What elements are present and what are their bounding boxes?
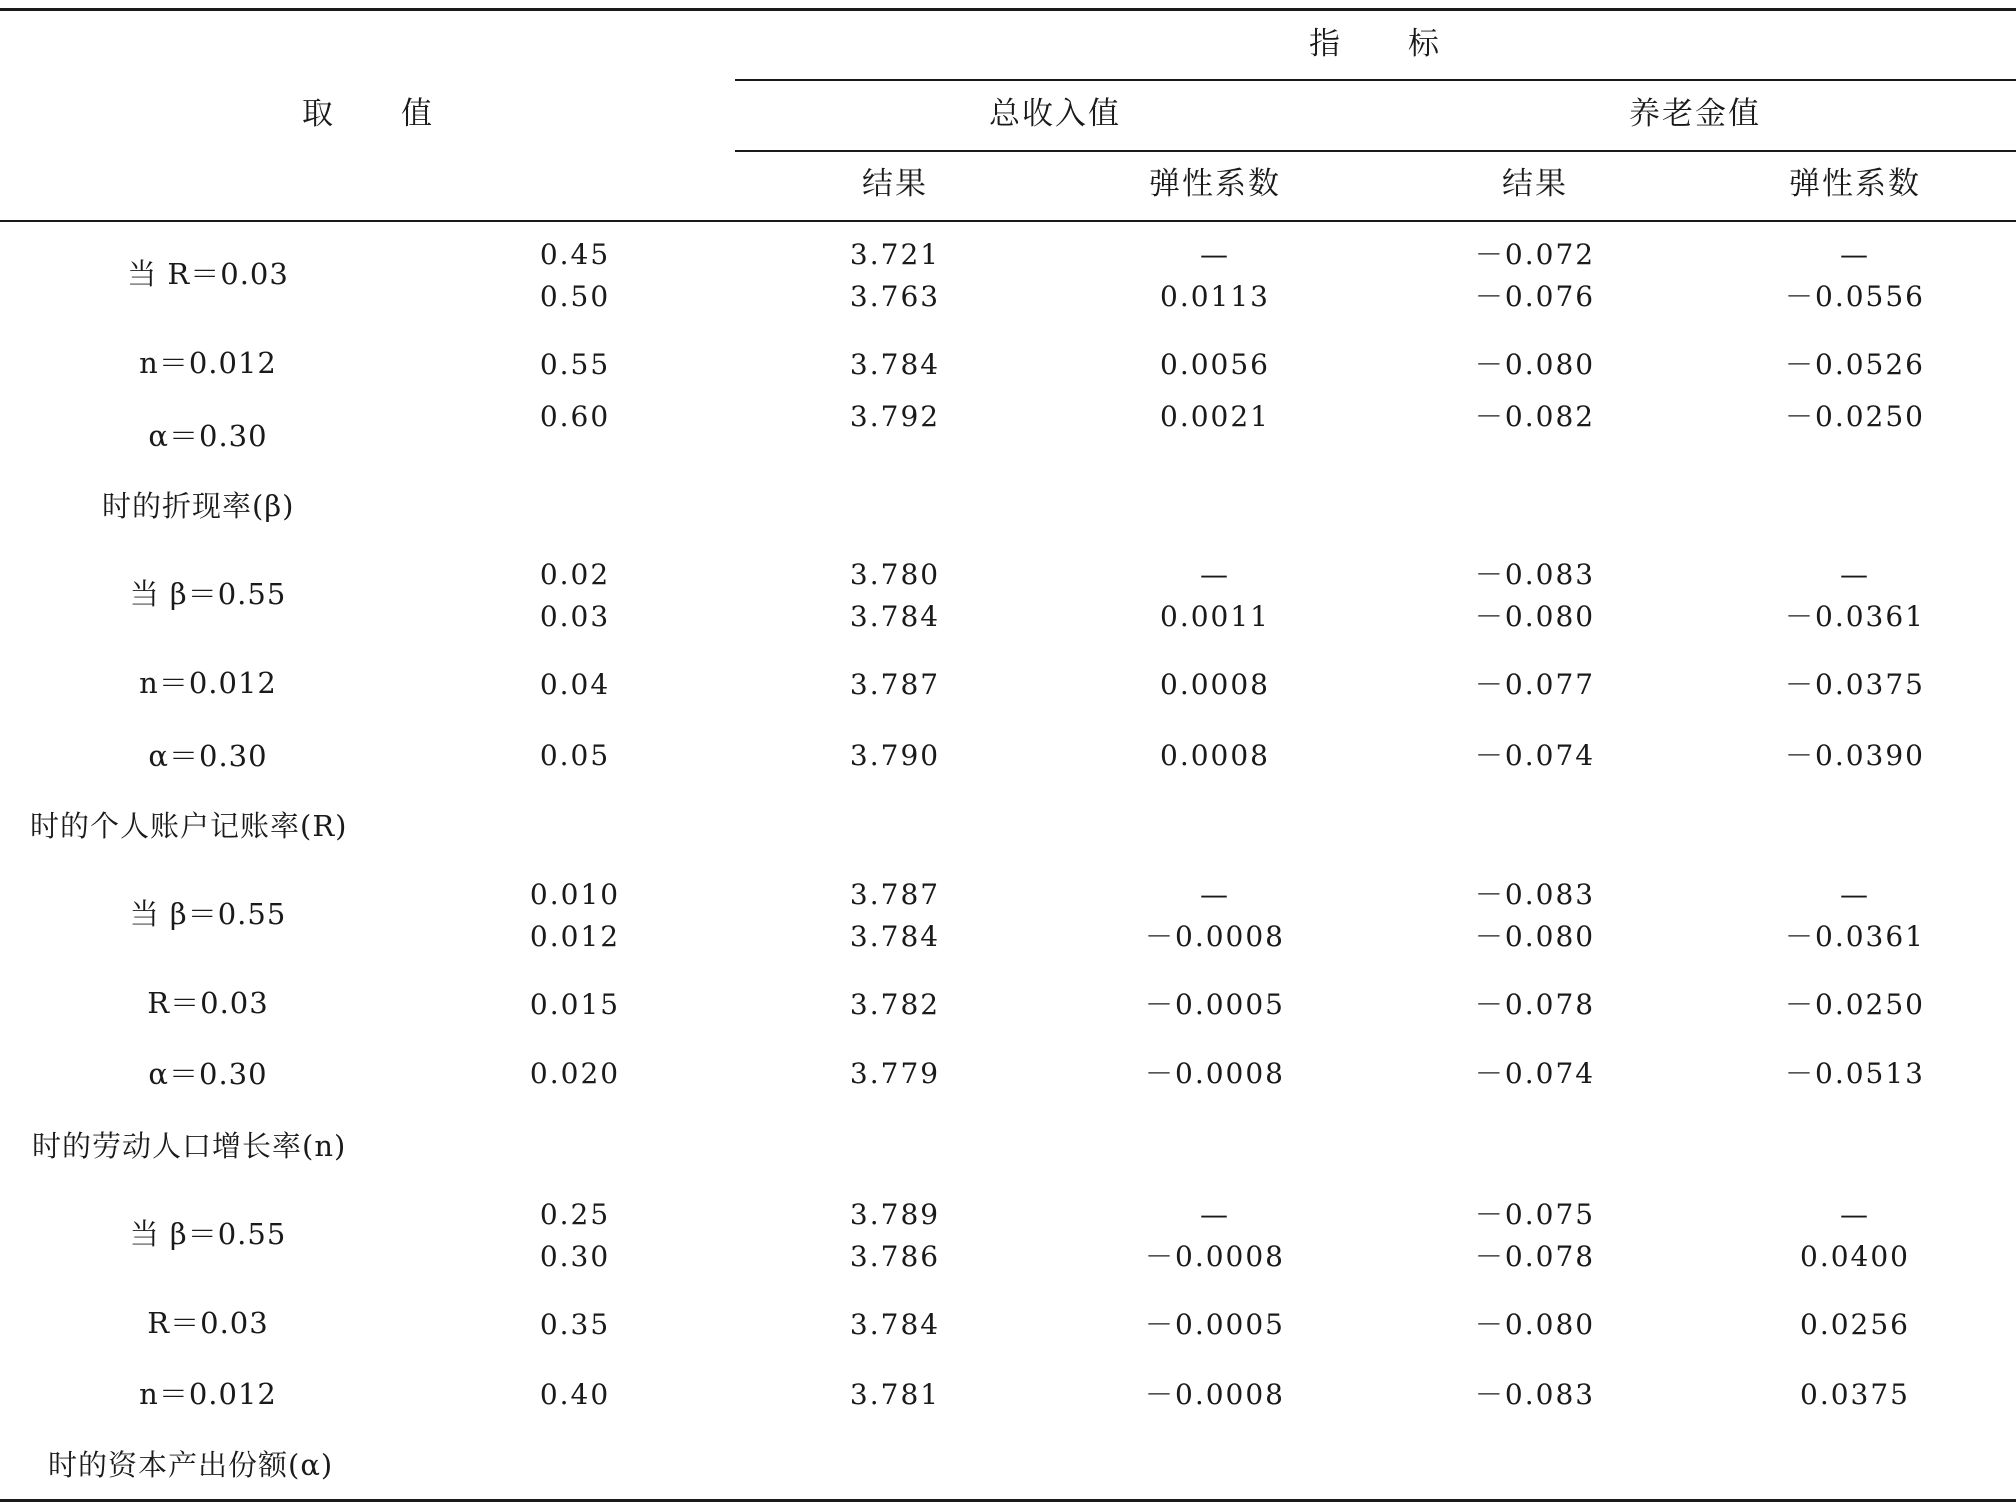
group-3-title: 时的劳动人口增长率(n) [32, 1129, 347, 1163]
group-3-label-1: 当 β＝0.55 [129, 897, 287, 931]
g2-r2-result2: －0.080 [1474, 600, 1596, 633]
g4-r2-result2: －0.078 [1474, 1240, 1596, 1273]
g3-r2-result1: 3.784 [849, 920, 941, 953]
g1-r2-elastic2: －0.0556 [1785, 280, 1925, 313]
bottom-rule [0, 1499, 2016, 1502]
g3-r1-result2: －0.083 [1474, 878, 1596, 911]
g3-r2-elastic1: －0.0008 [1145, 920, 1285, 953]
g3-r3-result1: 3.782 [849, 988, 941, 1021]
g1-r2-result1: 3.763 [849, 280, 941, 313]
header-bottom-rule [0, 220, 2016, 222]
g4-r4-result1: 3.781 [849, 1378, 941, 1411]
header-zhibiao: 指 标 [1309, 26, 1441, 62]
header-rule-2 [735, 150, 2016, 152]
group-1-label-3: α＝0.30 [148, 419, 268, 453]
g2-r1-elastic2: — [1840, 558, 1870, 591]
group-2-label-2: n＝0.012 [139, 666, 277, 700]
g1-r1-elastic1: — [1200, 238, 1230, 271]
g3-r4-result1: 3.779 [849, 1057, 941, 1090]
g3-r1-value: 0.010 [529, 878, 621, 911]
g1-r3-elastic1: 0.0056 [1160, 348, 1270, 381]
g1-r1-value: 0.45 [539, 238, 611, 271]
g4-r4-elastic2: 0.0375 [1800, 1378, 1910, 1411]
g4-r4-value: 0.40 [539, 1378, 611, 1411]
header-yanglaojin: 养老金值 [1629, 96, 1761, 132]
g4-r3-elastic1: －0.0005 [1145, 1308, 1285, 1341]
g4-r3-elastic2: 0.0256 [1800, 1308, 1910, 1341]
g3-r3-result2: －0.078 [1474, 988, 1596, 1021]
g3-r4-result2: －0.074 [1474, 1057, 1596, 1090]
g1-r3-elastic2: －0.0526 [1785, 348, 1925, 381]
g2-r1-elastic1: — [1200, 558, 1230, 591]
g4-r1-elastic2: — [1840, 1198, 1870, 1231]
group-3-label-3: α＝0.30 [148, 1057, 268, 1091]
g4-r1-result2: －0.075 [1474, 1198, 1596, 1231]
g2-r4-elastic1: 0.0008 [1160, 739, 1270, 772]
g4-r1-value: 0.25 [539, 1198, 611, 1231]
g3-r4-elastic1: －0.0008 [1145, 1057, 1285, 1090]
group-4-label-1: 当 β＝0.55 [129, 1217, 287, 1251]
group-2-label-1: 当 β＝0.55 [129, 577, 287, 611]
g4-r1-elastic1: — [1200, 1198, 1230, 1231]
g2-r4-result2: －0.074 [1474, 739, 1596, 772]
header-rule-1 [735, 79, 2016, 81]
g2-r2-value: 0.03 [539, 600, 611, 633]
g2-r1-value: 0.02 [539, 558, 611, 591]
g1-r2-value: 0.50 [539, 280, 611, 313]
g3-r2-result2: －0.080 [1474, 920, 1596, 953]
header-zongshouru: 总收入值 [989, 96, 1121, 132]
g2-r2-elastic2: －0.0361 [1785, 600, 1925, 633]
g4-r2-elastic1: －0.0008 [1145, 1240, 1285, 1273]
group-1-label-2: n＝0.012 [139, 346, 277, 380]
header-tanxing-2: 弹性系数 [1789, 166, 1921, 202]
header-quzhi: 取 值 [302, 96, 434, 132]
group-1-label-1: 当 R＝0.03 [127, 257, 289, 291]
header-tanxing-1: 弹性系数 [1149, 166, 1281, 202]
g1-r1-elastic2: — [1840, 238, 1870, 271]
g4-r3-result2: －0.080 [1474, 1308, 1596, 1341]
g2-r3-elastic1: 0.0008 [1160, 668, 1270, 701]
g1-r1-result1: 3.721 [849, 238, 941, 271]
g3-r1-elastic2: — [1840, 878, 1870, 911]
g2-r1-result2: －0.083 [1474, 558, 1596, 591]
g1-r4-result2: －0.082 [1474, 400, 1596, 433]
g3-r2-elastic2: －0.0361 [1785, 920, 1925, 953]
group-4-title: 时的资本产出份额(α) [48, 1448, 334, 1482]
g1-r2-elastic1: 0.0113 [1160, 280, 1270, 313]
group-2-label-3: α＝0.30 [148, 739, 268, 773]
g1-r4-elastic2: －0.0250 [1785, 400, 1925, 433]
g2-r4-result1: 3.790 [849, 739, 941, 772]
header-jieguo-1: 结果 [862, 166, 928, 202]
g4-r4-elastic1: －0.0008 [1145, 1378, 1285, 1411]
g1-r4-elastic1: 0.0021 [1160, 400, 1270, 433]
g2-r3-elastic2: －0.0375 [1785, 668, 1925, 701]
g1-r1-result2: －0.072 [1474, 238, 1596, 271]
g1-r4-result1: 3.792 [849, 400, 941, 433]
g4-r2-result1: 3.786 [849, 1240, 941, 1273]
g3-r3-elastic2: －0.0250 [1785, 988, 1925, 1021]
group-2-title: 时的个人账户记账率(R) [30, 809, 348, 843]
g1-r3-result2: －0.080 [1474, 348, 1596, 381]
g4-r1-result1: 3.789 [849, 1198, 941, 1231]
g1-r4-value: 0.60 [539, 400, 611, 433]
g2-r4-value: 0.05 [539, 739, 611, 772]
g2-r4-elastic2: －0.0390 [1785, 739, 1925, 772]
g4-r3-value: 0.35 [539, 1308, 611, 1341]
g3-r1-elastic1: — [1200, 878, 1230, 911]
g2-r3-value: 0.04 [539, 668, 611, 701]
header-jieguo-2: 结果 [1502, 166, 1568, 202]
g2-r2-result1: 3.784 [849, 600, 941, 633]
g4-r2-elastic2: 0.0400 [1800, 1240, 1910, 1273]
g1-r3-result1: 3.784 [849, 348, 941, 381]
group-3-label-2: R＝0.03 [147, 986, 269, 1020]
g3-r2-value: 0.012 [529, 920, 621, 953]
g3-r4-elastic2: －0.0513 [1785, 1057, 1925, 1090]
g1-r2-result2: －0.076 [1474, 280, 1596, 313]
g3-r3-value: 0.015 [529, 988, 621, 1021]
group-4-label-3: n＝0.012 [139, 1377, 277, 1411]
g3-r4-value: 0.020 [529, 1057, 621, 1090]
g3-r3-elastic1: －0.0005 [1145, 988, 1285, 1021]
g4-r2-value: 0.30 [539, 1240, 611, 1273]
g4-r4-result2: －0.083 [1474, 1378, 1596, 1411]
g2-r2-elastic1: 0.0011 [1160, 600, 1270, 633]
top-rule [0, 8, 2016, 11]
group-4-label-2: R＝0.03 [147, 1306, 269, 1340]
g2-r3-result2: －0.077 [1474, 668, 1596, 701]
g4-r3-result1: 3.784 [849, 1308, 941, 1341]
g1-r3-value: 0.55 [539, 348, 611, 381]
g2-r3-result1: 3.787 [849, 668, 941, 701]
g3-r1-result1: 3.787 [849, 878, 941, 911]
group-1-title: 时的折现率(β) [102, 489, 295, 523]
g2-r1-result1: 3.780 [849, 558, 941, 591]
